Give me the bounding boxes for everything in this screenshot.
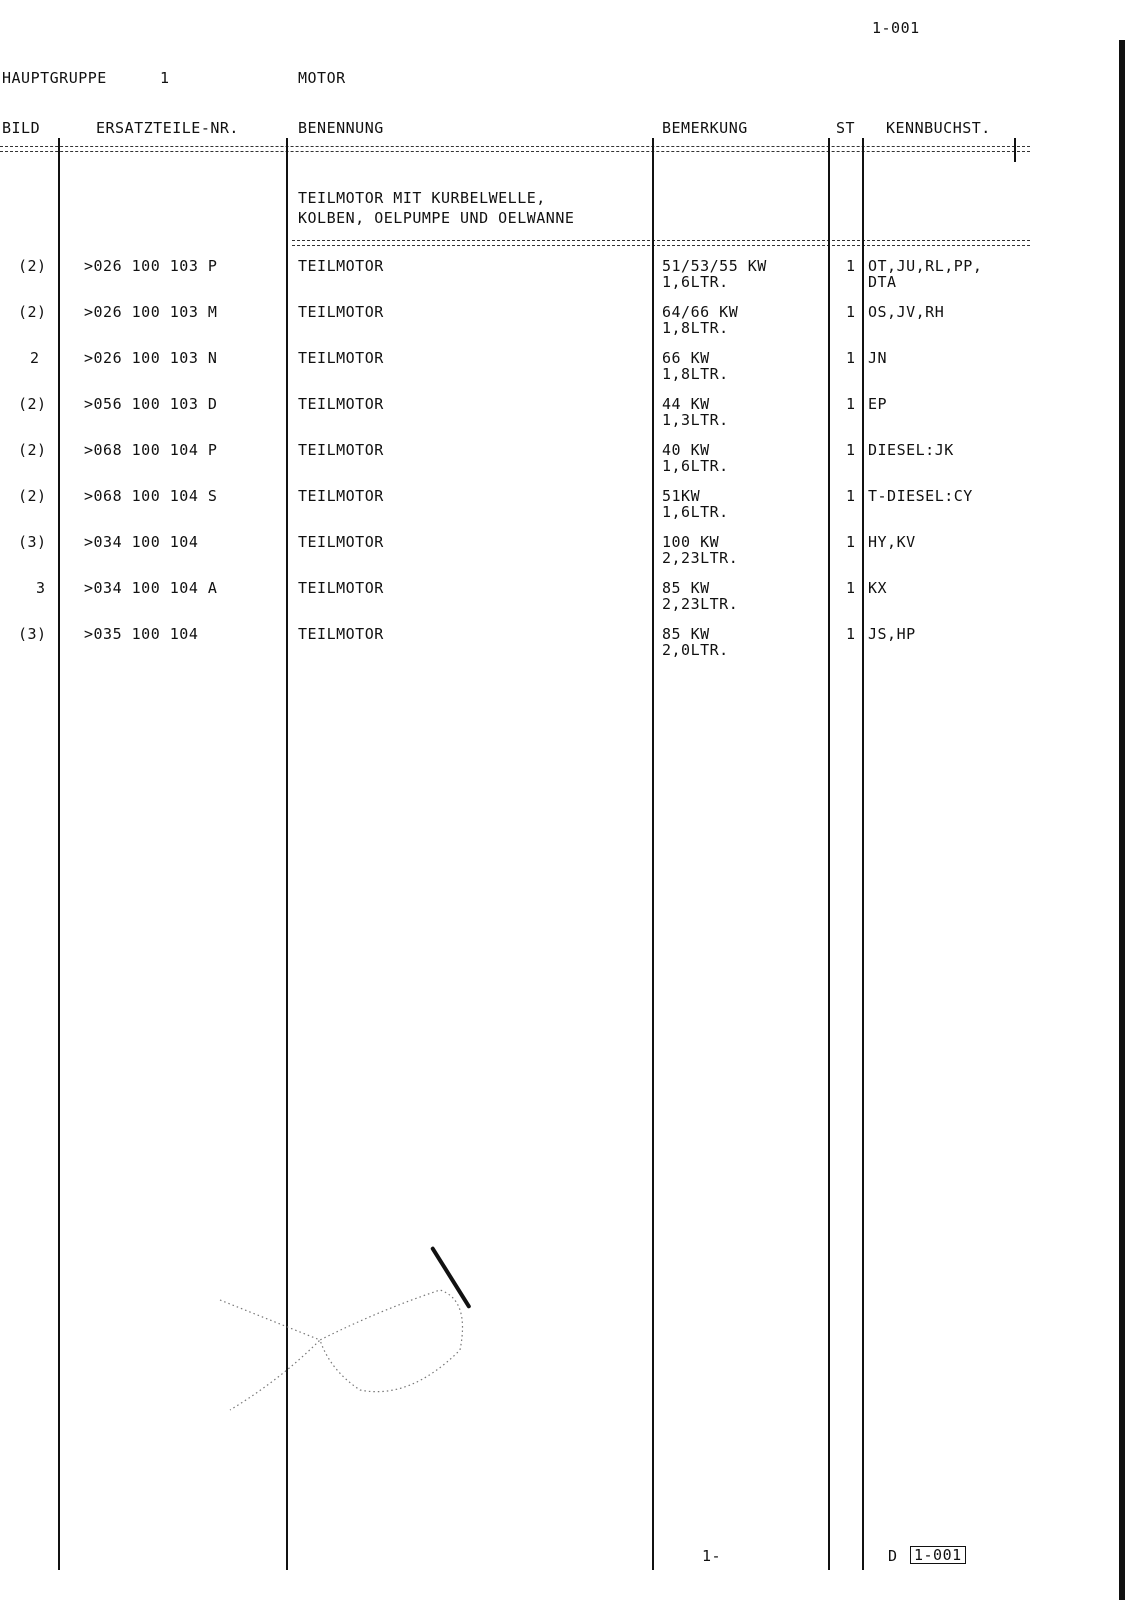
row-part-no: >034 100 104 A bbox=[84, 579, 218, 597]
row-codes: JS,HP bbox=[868, 625, 916, 643]
row-part-no: >056 100 103 D bbox=[84, 395, 218, 413]
row-bild: (3) bbox=[18, 533, 47, 551]
row-name: TEILMOTOR bbox=[298, 349, 384, 367]
row-name: TEILMOTOR bbox=[298, 303, 384, 321]
footer-page-box: 1-001 bbox=[910, 1546, 966, 1564]
row-qty: 1 bbox=[846, 303, 856, 321]
row-codes: HY,KV bbox=[868, 533, 916, 551]
row-bild: (2) bbox=[18, 441, 47, 459]
footer-letter: D bbox=[888, 1547, 898, 1565]
row-codes: DIESEL:JK bbox=[868, 441, 954, 459]
page-edge bbox=[1119, 40, 1125, 1600]
row-part-no: >026 100 103 M bbox=[84, 303, 218, 321]
column-divider bbox=[862, 138, 864, 1570]
row-name: TEILMOTOR bbox=[298, 579, 384, 597]
row-remark: 2,23LTR. bbox=[662, 595, 739, 613]
row-codes: JN bbox=[868, 349, 888, 367]
column-divider bbox=[828, 138, 830, 1570]
row-qty: 1 bbox=[846, 395, 856, 413]
row-qty: 1 bbox=[846, 487, 856, 505]
row-codes: OS,JV,RH bbox=[868, 303, 945, 321]
column-divider bbox=[652, 138, 654, 1570]
row-name: TEILMOTOR bbox=[298, 533, 384, 551]
row-name: TEILMOTOR bbox=[298, 257, 384, 275]
row-bild: (2) bbox=[18, 487, 47, 505]
row-part-no: >034 100 104 bbox=[84, 533, 199, 551]
row-remark: 2,23LTR. bbox=[662, 549, 739, 567]
section-title-line2: KOLBEN, OELPUMPE UND OELWANNE bbox=[298, 209, 575, 227]
row-remark: 1,6LTR. bbox=[662, 457, 729, 475]
row-part-no: >068 100 104 P bbox=[84, 441, 218, 459]
row-name: TEILMOTOR bbox=[298, 441, 384, 459]
row-codes: KX bbox=[868, 579, 888, 597]
column-header-remark: BEMERKUNG bbox=[662, 119, 748, 137]
row-qty: 1 bbox=[846, 579, 856, 597]
row-codes: OT,JU,RL,PP, bbox=[868, 257, 983, 275]
row-qty: 1 bbox=[846, 257, 856, 275]
footer-page-center: 1- bbox=[702, 1547, 722, 1565]
column-header-part-no: ERSATZTEILE-NR. bbox=[96, 119, 239, 137]
row-remark: 85 KW bbox=[662, 579, 710, 597]
row-part-no: >026 100 103 P bbox=[84, 257, 218, 275]
section-title-line1: TEILMOTOR MIT KURBELWELLE, bbox=[298, 189, 546, 207]
page-number-top: 1-001 bbox=[872, 19, 920, 37]
row-name: TEILMOTOR bbox=[298, 395, 384, 413]
row-name: TEILMOTOR bbox=[298, 487, 384, 505]
row-part-no: >026 100 103 N bbox=[84, 349, 218, 367]
column-header-qty: ST bbox=[836, 119, 856, 137]
group-number: 1 bbox=[160, 69, 170, 87]
row-codes: DTA bbox=[868, 273, 897, 291]
column-header-bild: BILD bbox=[2, 119, 41, 137]
row-remark: 1,6LTR. bbox=[662, 503, 729, 521]
row-remark: 100 KW bbox=[662, 533, 720, 551]
section-rule bbox=[292, 240, 1030, 246]
group-name: MOTOR bbox=[298, 69, 346, 87]
row-remark: 66 KW bbox=[662, 349, 710, 367]
row-remark: 51/53/55 KW bbox=[662, 257, 767, 275]
row-remark: 2,0LTR. bbox=[662, 641, 729, 659]
row-bild: 2 bbox=[30, 349, 40, 367]
row-remark: 51KW bbox=[662, 487, 701, 505]
row-remark: 1,3LTR. bbox=[662, 411, 729, 429]
row-remark: 40 KW bbox=[662, 441, 710, 459]
row-remark: 44 KW bbox=[662, 395, 710, 413]
group-label: HAUPTGRUPPE bbox=[2, 69, 107, 87]
row-bild: (2) bbox=[18, 257, 47, 275]
row-remark: 64/66 KW bbox=[662, 303, 739, 321]
row-codes: T-DIESEL:CY bbox=[868, 487, 973, 505]
row-qty: 1 bbox=[846, 625, 856, 643]
header-rule bbox=[0, 146, 1030, 152]
row-remark: 1,8LTR. bbox=[662, 319, 729, 337]
row-remark: 1,6LTR. bbox=[662, 273, 729, 291]
row-bild: 3 bbox=[36, 579, 46, 597]
column-header-codes: KENNBUCHST. bbox=[886, 119, 991, 137]
row-remark: 1,8LTR. bbox=[662, 365, 729, 383]
row-name: TEILMOTOR bbox=[298, 625, 384, 643]
row-remark: 85 KW bbox=[662, 625, 710, 643]
row-qty: 1 bbox=[846, 349, 856, 367]
row-bild: (2) bbox=[18, 303, 47, 321]
column-header-name: BENENNUNG bbox=[298, 119, 384, 137]
row-qty: 1 bbox=[846, 533, 856, 551]
row-part-no: >035 100 104 bbox=[84, 625, 199, 643]
column-divider bbox=[58, 138, 60, 1570]
dotted-sketch bbox=[210, 1270, 480, 1420]
row-qty: 1 bbox=[846, 441, 856, 459]
row-bild: (3) bbox=[18, 625, 47, 643]
row-part-no: >068 100 104 S bbox=[84, 487, 218, 505]
row-codes: EP bbox=[868, 395, 888, 413]
column-divider bbox=[1014, 138, 1016, 162]
row-bild: (2) bbox=[18, 395, 47, 413]
